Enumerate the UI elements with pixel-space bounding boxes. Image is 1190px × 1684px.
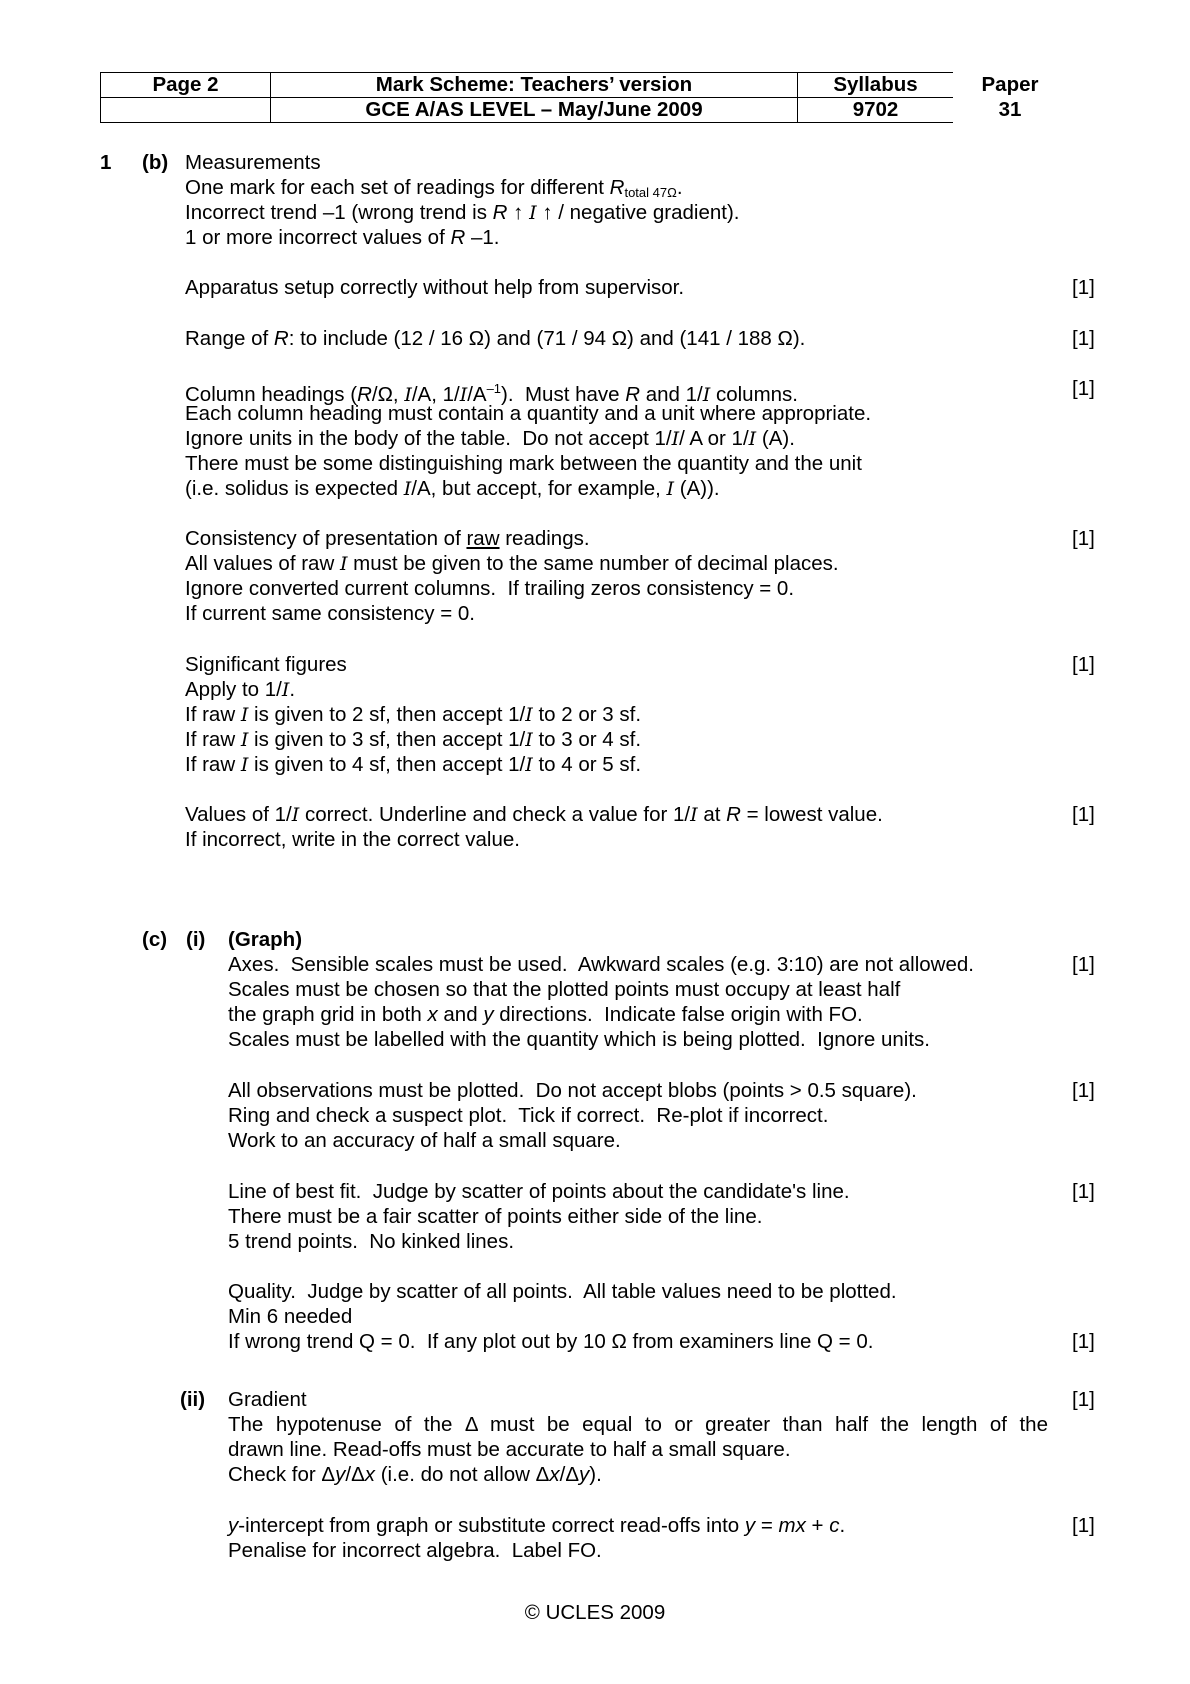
text-line: Scales must be chosen so that the plotted points must occupy at least half [228, 978, 901, 1001]
text-line: If current same consistency = 0. [185, 602, 475, 625]
text-line: Consistency of presentation of raw readings. [185, 527, 590, 550]
text-line: Each column heading must contain a quantity and a unit where appropriate. [185, 402, 872, 425]
text-line: If raw I is given to 4 sf, then accept 1/I to 4 or 5 sf. [185, 753, 642, 776]
part-c-i-label: (i) [186, 928, 206, 951]
text-line: Range of R: to include (12 / 16 Ω) and (71 / 94 Ω) and (141 / 188 Ω). [185, 327, 806, 350]
text-line: Line of best fit. Judge by scatter of points about the candidate's line. [228, 1180, 850, 1203]
measurements-heading: Measurements [185, 151, 321, 174]
text-line: Scales must be labelled with the quantity which is being plotted. Ignore units. [228, 1028, 930, 1051]
text-line: Incorrect trend –1 (wrong trend is R ↑ I ↑ / negative gradient). [185, 201, 740, 224]
text-line: If incorrect, write in the correct value. [185, 828, 520, 851]
mark: [1] [1072, 1388, 1095, 1411]
text-line: There must be a fair scatter of points either side of the line. [228, 1205, 763, 1228]
text-line: Column headings (R/Ω, I/A, $1/I/A^{-1}$). Must have R and 1/I columns. [185, 381, 798, 406]
mark: [1] [1072, 1079, 1095, 1102]
paper-label: Paper [981, 73, 1039, 96]
mark: [1] [1072, 527, 1095, 550]
text-line: Ignore converted current columns. If trailing zeros consistency = 0. [185, 577, 795, 600]
text-line: If raw I is given to 2 sf, then accept 1/I to 2 or 3 sf. [185, 703, 642, 726]
document-title: Mark Scheme: Teachers’ version [271, 73, 798, 98]
mark: [1] [1072, 377, 1095, 400]
text-line: If raw I is given to 3 sf, then accept 1/I to 3 or 4 sf. [185, 728, 642, 751]
text-line: If wrong trend Q = 0. If any plot out by 10 Ω from examiners line Q = 0. [228, 1330, 874, 1353]
text-line: Apparatus setup correctly without help from supervisor. [185, 276, 685, 299]
part-c-ii-label: (ii) [180, 1388, 206, 1411]
mark: [1] [1072, 1180, 1095, 1203]
mark: [1] [1072, 953, 1095, 976]
text-line: Work to an accuracy of half a small square. [228, 1129, 621, 1152]
mark: [1] [1072, 1514, 1095, 1537]
part-b-label: (b) [142, 151, 169, 174]
gradient-heading: Gradient [228, 1388, 307, 1411]
syllabus-label: Syllabus [798, 73, 954, 98]
text-line: Check for Δy/Δx (i.e. do not allow Δx/Δy). [228, 1463, 602, 1486]
text-line: Ring and check a suspect plot. Tick if correct. Re-plot if incorrect. [228, 1104, 829, 1127]
mark: [1] [1072, 803, 1095, 826]
paper-code: 31 [998, 98, 1022, 121]
text-line: the graph grid in both x and y directions. Indicate false origin with FO. [228, 1003, 863, 1026]
text-line: The hypotenuse of the Δ must be equal to or greater than half the length of the [228, 1413, 1048, 1436]
exam-name: GCE A/AS LEVEL – May/June 2009 [271, 98, 798, 123]
mark: [1] [1072, 327, 1095, 350]
paper-column [955, 72, 1065, 122]
text-line: Ignore units in the body of the table. Do not accept 1/I/ A or 1/I (A). [185, 427, 795, 450]
text-line: Apply to 1/I. [185, 678, 296, 701]
text-line: (i.e. solidus is expected I/A, but accept, for example, I (A)). [185, 477, 720, 500]
copyright-footer: © UCLES 2009 [524, 1601, 666, 1624]
text-line: Significant figures [185, 653, 347, 676]
text-line: Min 6 needed [228, 1305, 353, 1328]
mark: [1] [1072, 276, 1095, 299]
text-line: y-intercept from graph or substitute correct read-offs into y = mx + c. [228, 1514, 846, 1537]
page-number: Page 2 [101, 73, 271, 98]
text-line: drawn line. Read-offs must be accurate to half a small square. [228, 1438, 791, 1461]
syllabus-code: 9702 [798, 98, 954, 123]
mark: [1] [1072, 653, 1095, 676]
header-table [100, 72, 953, 123]
text-line: All observations must be plotted. Do not accept blobs (points > 0.5 square). [228, 1079, 917, 1102]
question-number: 1 [100, 151, 112, 174]
graph-heading: (Graph) [228, 928, 303, 951]
text-line: Values of 1/I correct. Underline and check a value for 1/I at R = lowest value. [185, 803, 883, 826]
text-line: One mark for each set of readings for different $R_{total 47\Omega}$. [185, 176, 683, 200]
text-line: 1 or more incorrect values of R –1. [185, 226, 500, 249]
text-line: 5 trend points. No kinked lines. [228, 1230, 515, 1253]
text-line: Axes. Sensible scales must be used. Awkward scales (e.g. 3:10) are not allowed. [228, 953, 974, 976]
text-line: Penalise for incorrect algebra. Label FO. [228, 1539, 602, 1562]
part-c-label: (c) [142, 928, 168, 951]
text-line: There must be some distinguishing mark between the quantity and the unit [185, 452, 862, 475]
text-line: Quality. Judge by scatter of all points. All table values need to be plotted. [228, 1280, 897, 1303]
text-line: All values of raw I must be given to the same number of decimal places. [185, 552, 839, 575]
empty-cell [101, 98, 271, 123]
mark: [1] [1072, 1330, 1095, 1353]
